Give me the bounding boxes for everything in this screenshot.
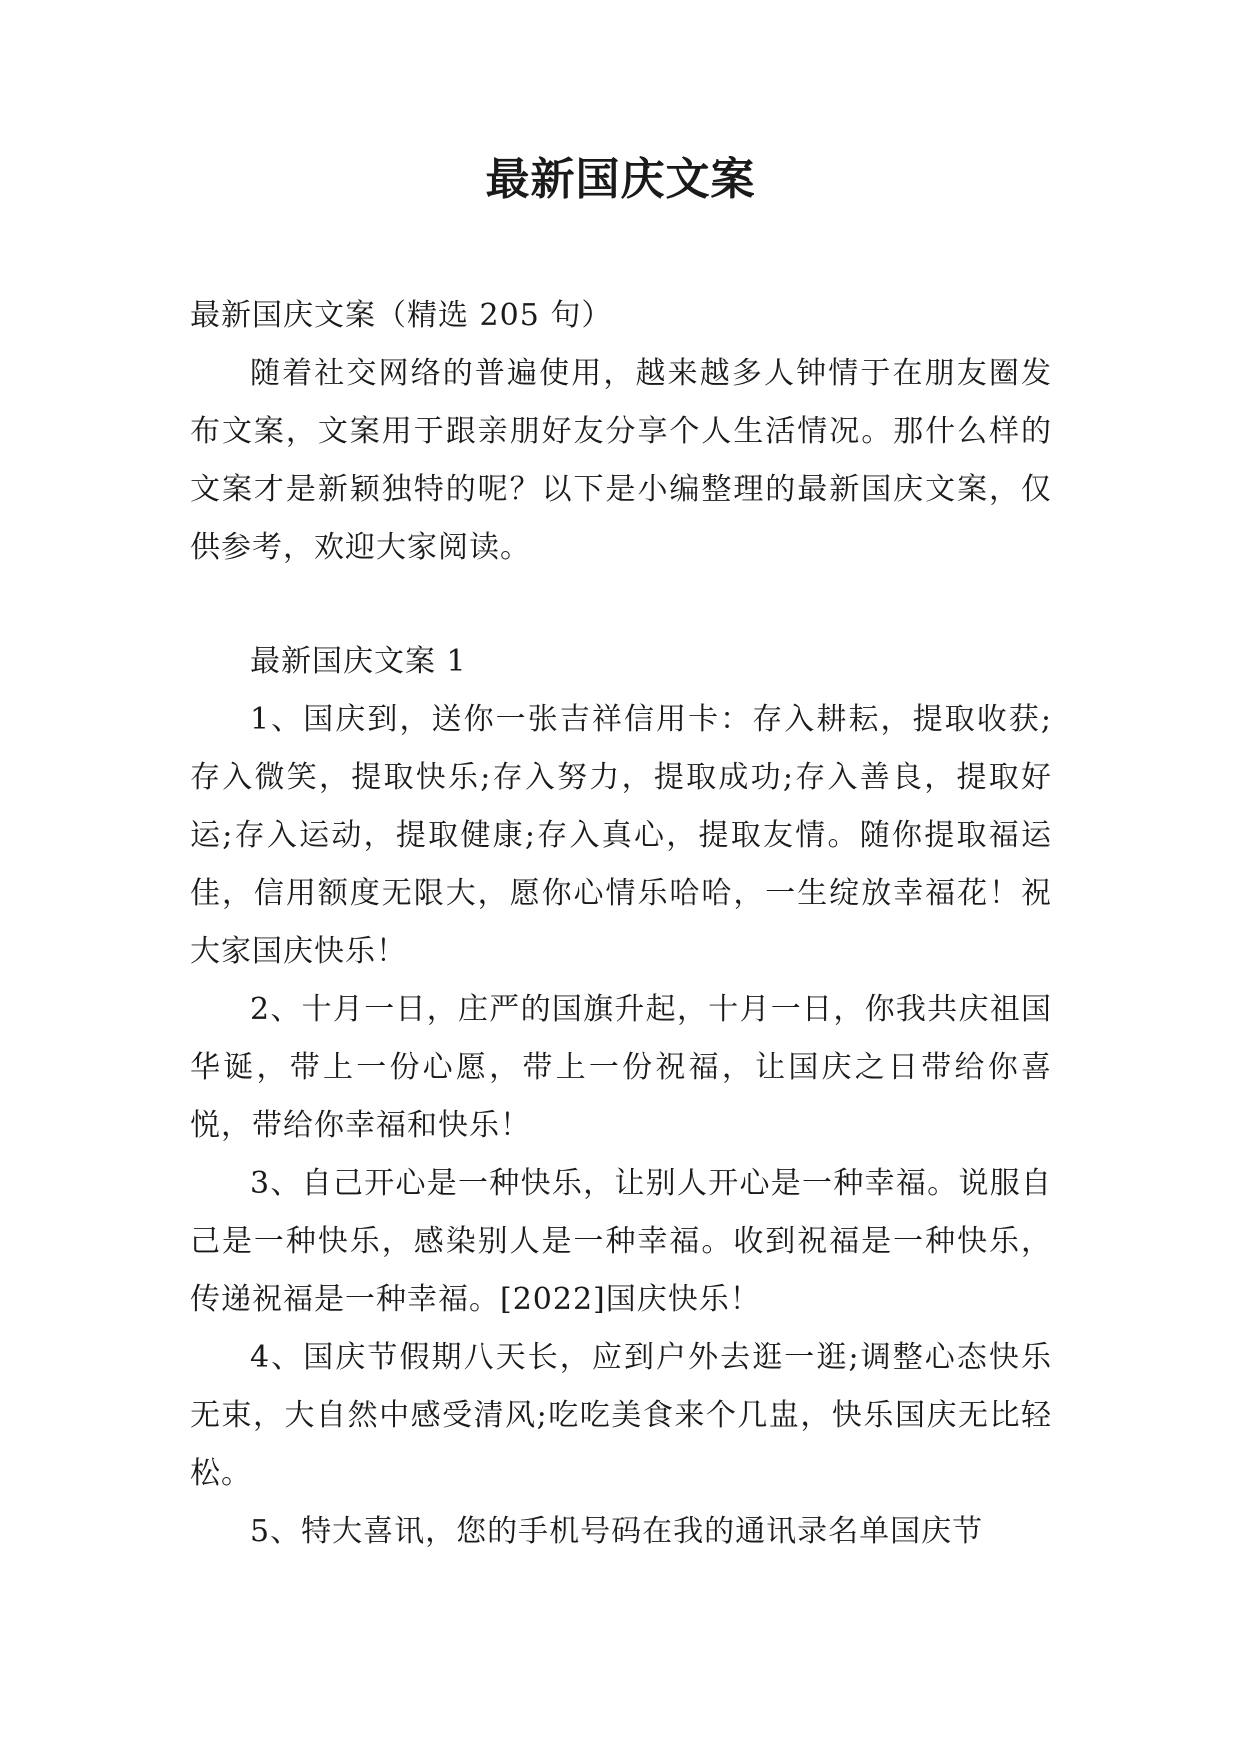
list-item: 2、十月一日，庄严的国旗升起，十月一日，你我共庆祖国华诞，带上一份心愿，带上一份祝福，让国庆之日带给你喜悦，带给你幸福和快乐！: [190, 992, 1052, 1143]
document-subtitle: 最新国庆文案（精选 205 句）: [190, 298, 613, 333]
section-heading: 最新国庆文案 1: [250, 644, 467, 679]
list-item: 3、自己开心是一种快乐，让别人开心是一种幸福。说服自己是一种快乐，感染别人是一种幸福。收到祝福是一种快乐，传递祝福是一种幸福。[2022]国庆快乐！: [190, 1166, 1052, 1317]
list-item: 5、特大喜讯，您的手机号码在我的通讯录名单国庆节: [250, 1514, 984, 1549]
document-title: 最新国庆文案: [485, 154, 756, 205]
list-item: 1、国庆到，送你一张吉祥信用卡：存入耕耘，提取收获;存入微笑，提取快乐;存入努力，提取成功;存入善良，提取好运;存入运动，提取健康;存入真心，提取友情。随你提取福运佳，信用额度无限大，愿你心情乐哈哈，一生绽放幸福花！祝大家国庆快乐！: [190, 702, 1052, 969]
list-item: 4、国庆节假期八天长，应到户外去逛一逛;调整心态快乐无束，大自然中感受清风;吃吃美食来个几盅，快乐国庆无比轻松。: [190, 1340, 1052, 1491]
document-body: [190, 287, 1052, 1561]
intro-paragraph: 随着社交网络的普遍使用，越来越多人钟情于在朋友圈发布文案，文案用于跟亲朋好友分享个人生活情况。那什么样的文案才是新颖独特的呢？以下是小编整理的最新国庆文案，仅供参考，欢迎大家阅读。: [190, 356, 1052, 565]
